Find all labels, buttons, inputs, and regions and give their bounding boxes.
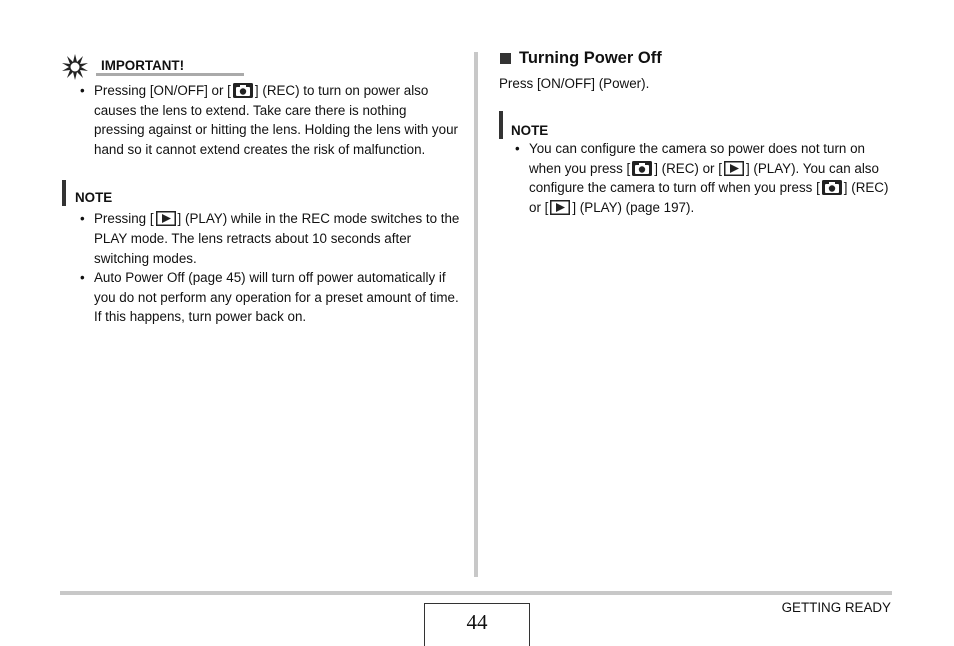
chapter-title: GETTING READY — [781, 600, 891, 615]
list-item: • Pressing [ ] (PLAY) while in the REC mode switches to the PLAY mode. The lens retracts about 10 seconds after switching modes. — [60, 209, 460, 268]
important-underline — [96, 73, 244, 76]
important-bullets — [60, 81, 460, 159]
play-icon — [724, 161, 744, 176]
section-title: Turning Power Off — [499, 46, 899, 70]
note-label: NOTE — [511, 123, 549, 138]
list-item: • You can configure the camera so power does not turn on when you press [ ] (REC) or [ ] (PLAY). You can also configure the camera to turn off when you press [ ] (REC) or [ ] (PLAY) (page 197). — [495, 139, 899, 217]
list-item: • Pressing [ON/OFF] or [ ] (REC) to turn on power also causes the lens to extend. Take care there is nothing pressing against or hitting the lens. Holding the lens with your hand so it cannot extend creates the risk of malfunction. — [60, 81, 460, 159]
list-item: • Auto Power Off (page 45) will turn off power automatically if you do not perform any operation for a preset amount of time. If this happens, turn power back on. — [60, 268, 460, 327]
square-bullet-icon — [500, 53, 511, 64]
note-bullets — [495, 139, 899, 217]
note-label: NOTE — [75, 190, 113, 206]
camera-icon — [233, 83, 253, 98]
page-number: 44 — [466, 610, 488, 634]
note-heading — [499, 111, 899, 139]
important-label: IMPORTANT! — [101, 58, 185, 73]
note-heading — [60, 180, 460, 206]
play-icon — [550, 200, 570, 215]
camera-icon — [822, 180, 842, 195]
play-icon — [156, 211, 176, 226]
column-divider — [474, 52, 478, 577]
note-bullets — [60, 209, 460, 327]
right-column — [499, 46, 899, 217]
starburst-warning-icon — [62, 54, 88, 80]
camera-icon — [632, 161, 652, 176]
page-number-box — [424, 603, 530, 646]
note-bar — [62, 180, 66, 206]
left-column — [60, 52, 460, 327]
body-text: Press [ON/OFF] (Power). — [499, 76, 650, 91]
footer-rule — [60, 591, 892, 595]
note-bar — [499, 111, 503, 139]
important-heading — [60, 52, 460, 80]
